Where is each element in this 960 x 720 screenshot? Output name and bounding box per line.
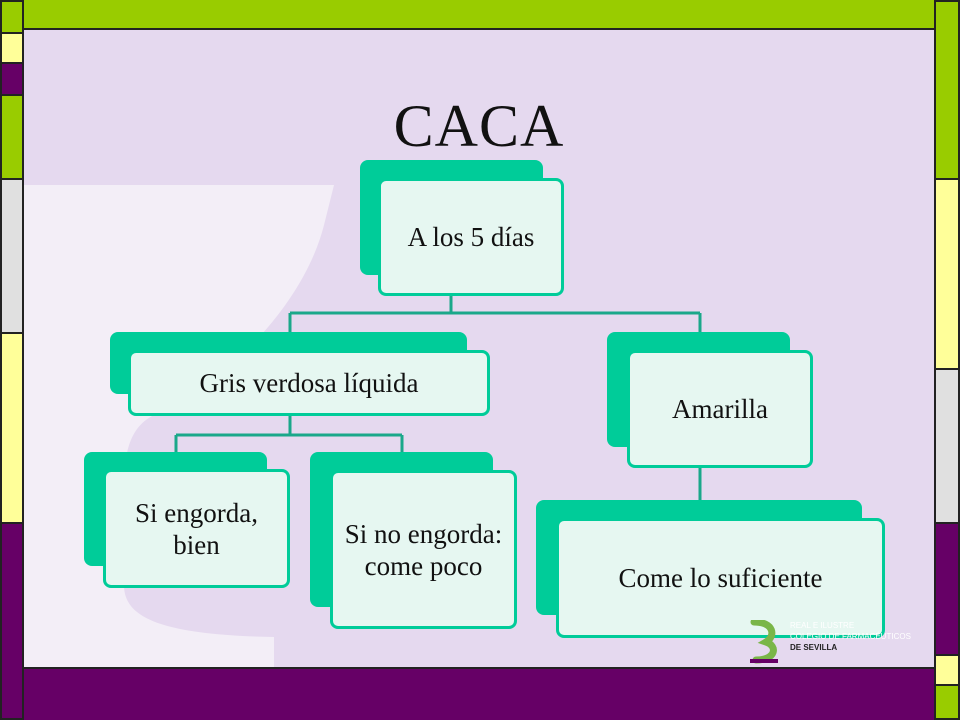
node-child-si-no-engorda: Si no engorda: come poco	[330, 470, 517, 629]
node-branch-amarilla: Amarilla	[627, 350, 813, 468]
node-child-come-suficiente: Come lo suficiente	[556, 518, 885, 638]
college-logo	[748, 618, 928, 666]
college-logo-mark	[748, 620, 780, 664]
slide-title: CACA	[393, 93, 565, 159]
node-root: A los 5 días	[378, 178, 564, 296]
node-child-si-engorda: Si engorda, bien	[103, 469, 290, 588]
node-branch-gris: Gris verdosa líquida	[128, 350, 490, 416]
college-logo-text: REAL E ILUSTRE COLEGIO DE FARMACÉUTICOS DE SEVILLA	[790, 621, 911, 652]
